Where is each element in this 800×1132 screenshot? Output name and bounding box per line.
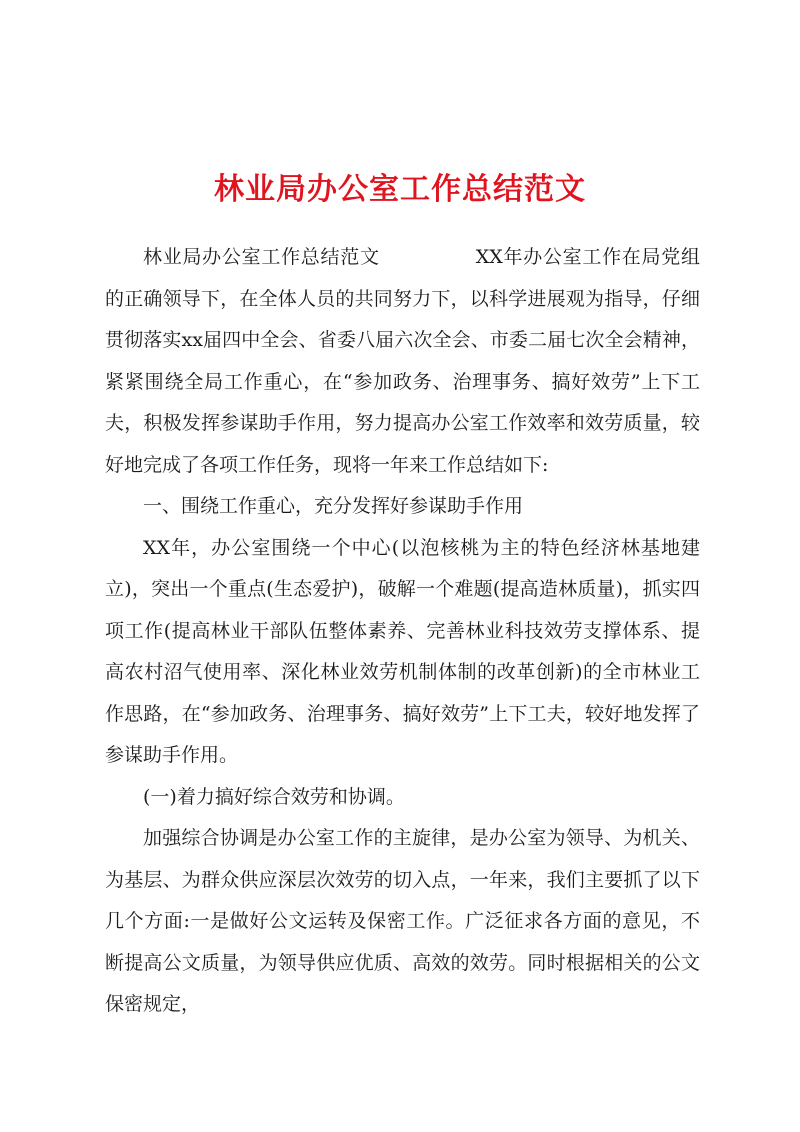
subsection-heading-1: (一)着力搞好综合效劳和协调。 (143, 785, 405, 808)
body-paragraph: 加强综合协调是办公室工作的主旋律，是办公室为领导、为机关、为基层、为群众供应深层次效劳的切入点，一年来，我们主要抓了以下几个方面:一是做好公文运转及保密工作。广泛征求各方面的意见，不断提高公文质量，为领导供应优质、高效的效劳。同时根据相关的公文保密规定， (105, 827, 700, 1015)
intro-paragraph (105, 237, 700, 486)
section-heading-1: 一、围绕工作重心，充分发挥好参谋助手作用 (143, 495, 524, 517)
paragraph-text: XX年办公室工作在局党组的正确领导下，在全体人员的共同努力下，以科学进展观为指导，仔细贯彻落实xx届四中全会、省委八届六次全会、市委二届七次全会精神，紧紧围绕全局工作重心，在“参加政务、治理事务、搞好效劳”上下工夫，积极发挥参谋助手作用，努力提高办公室工作效率和效劳质量，较好地完成了各项工作任务，现将一年来工作总结如下: (105, 246, 700, 476)
document-title: 林业局办公室工作总结范文 (214, 172, 586, 207)
document-body (105, 237, 700, 1026)
intro-label: 林业局办公室工作总结范文 (143, 246, 380, 268)
body-paragraph: XX年，办公室围绕一个中心(以泡核桃为主的特色经济林基地建立)，突出一个重点(生态爱护)，破解一个难题(提高造林质量)，抓实四项工作(提高林业干部队伍整体素养、完善林业科技效劳支撑体系、提高农村沼气使用率、深化林业效劳机制体制的改革创新)的全市林业工作思路，在“参加政务、治理事务、搞好效劳”上下工夫，较好地发挥了参谋助手作用。 (105, 536, 700, 766)
